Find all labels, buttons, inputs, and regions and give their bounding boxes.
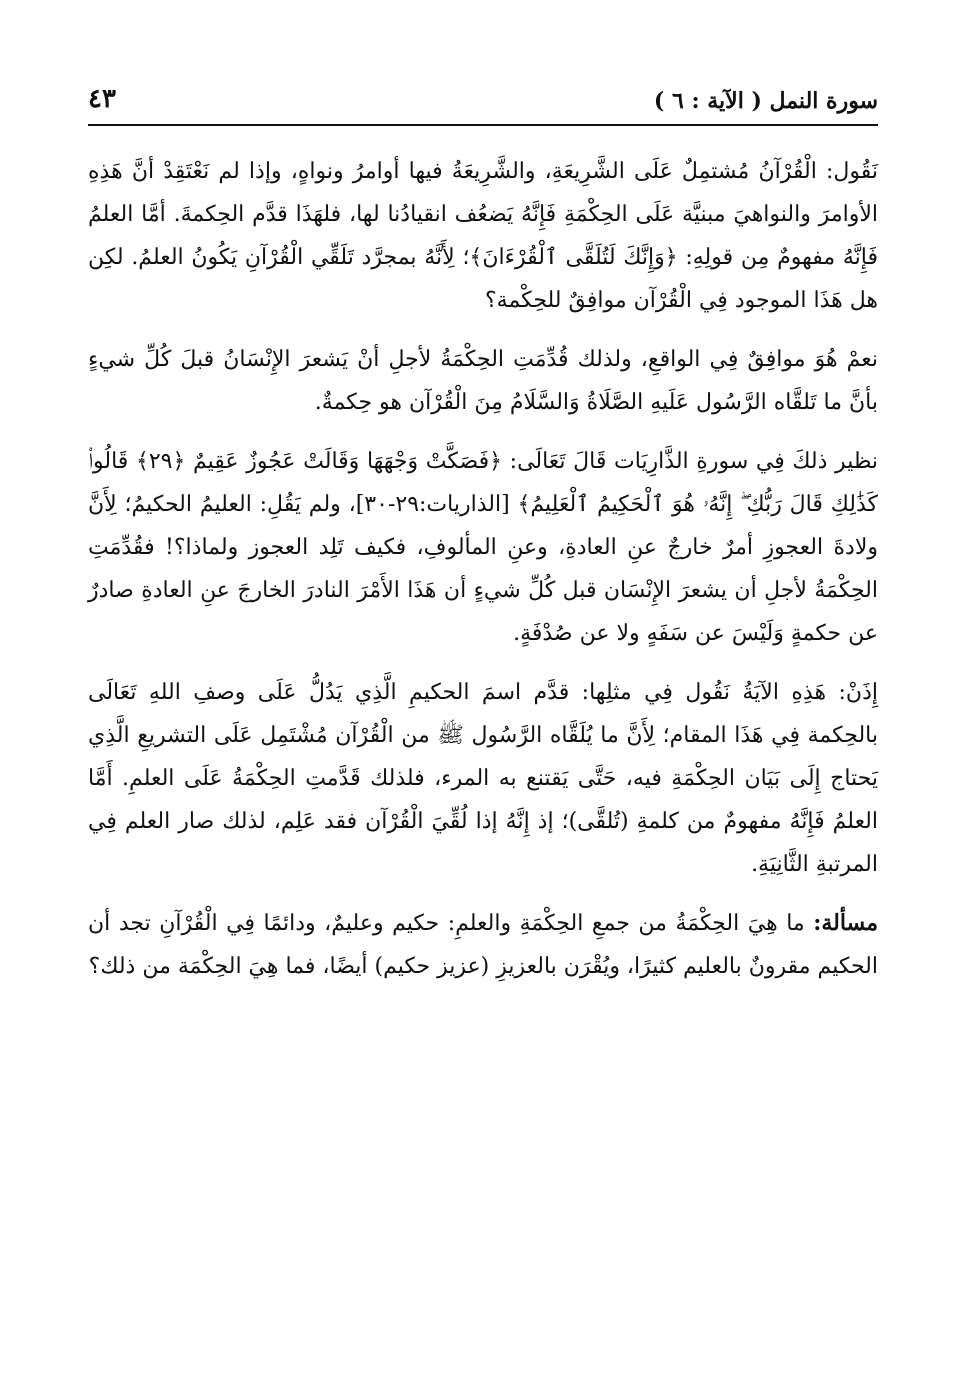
paragraph-4 xyxy=(88,671,878,886)
page-number: ٤٣ xyxy=(88,84,116,114)
paragraph-text: نَقُول: الْقُرْآنُ مُشتمِلٌ عَلَى الشَّرِيعَةِ، والشَّرِيعَةُ فيها أوامرُ ونواهٍ، وإذا لم نَعْتَقِدْ أنَّ هَذِهِ الأوامرَ والنواهيَ مبنيَّة عَلَى الحِكْمَةِ فَإِنَّهُ يَضعُف انقيادُنا لها، فلهَذَا قدَّم الحِكمةَ. أمَّا العلمُ فَإِنَّهُ مفهومٌ مِن قولِهِ: ﴿وَإِنَّكَ لَتُلَقَّى ٱلْقُرْءَانَ﴾؛ لِأَنَّهُ بمجرَّد تَلَقِّي الْقُرْآنِ يَكُونُ العلمُ. لكِن هل هَذَا الموجود فِي الْقُرْآن موافِقٌ للحِكْمة؟ xyxy=(88,159,878,313)
page-body xyxy=(88,150,878,1004)
paragraph-text: نظير ذلكَ فِي سورةِ الذَّارِيَات قَالَ تَعَالَى: ﴿فَصَكَّتْ وَجْهَهَا وَقَالَتْ عَجُوزٌ عَقِيمٌ ﴿٢٩﴾ قَالُوا۟ كَذَٰلِكِ قَالَ رَبُّكِ ۖ إِنَّهُۥ هُوَ ٱلْحَكِيمُ ٱلْعَلِيمُ﴾ [الذاريات:٢٩-٣٠]، ولم يَقُلِ: العليمُ الحكيمُ؛ لِأَنَّ ولادةَ العجوزِ أمرٌ خارجٌ عنِ العادةِ، وعنِ المألوفِ، فكيف تَلِد العجوز ولماذا؟! فقُدِّمَتِ الحِكْمَةُ لأجلِ أن يشعرَ الإِنْسَان قبل كُلِّ شيءٍ أن هَذَا الأَمْرَ النادرَ الخارجَ عنِ العادةِ صادرٌ عن حكمةٍ وَلَيْسَ عن سَفَهٍ ولا عن صُدْفَةٍ. xyxy=(88,449,878,646)
paragraph-5 xyxy=(88,902,878,988)
surah-title: سورة النمل ( الآية : ٦ ) xyxy=(653,88,878,114)
paragraph-text: إِذَنْ: هَذِهِ الآيَةُ نَقُول فِي مثلِها: قدَّم اسمَ الحكيمِ الَّذِي يَدُلُّ عَلَى وصفِ اللهِ تَعَالَى بالحِكمة فِي هَذَا المقام؛ لِأَنَّ ما يُلَقَّاه الرَّسُول ﷺ من الْقُرْآن مُشْتَمِل عَلَى التشريعِ الَّذِي يَحتاج إِلَى بَيَان الحِكْمَةِ فيه، حَتَّى يَقتنع به المرء، فلذلك قَدَّمتِ الحِكْمَةُ عَلَى العلمِ. أَمَّا العلمُ فَإِنَّهُ مفهومٌ من كلمةِ (تُلقَّى)؛ إذ إِنَّهُ إذا لُقِّيَ الْقُرْآن فقد عَلِم، لذلك صار العلم فِي المرتبةِ الثَّانِيَةِ. xyxy=(88,680,878,877)
paragraph-1 xyxy=(88,150,878,322)
paragraph-text: ما هِيَ الحِكْمَةُ من جمعِ الحِكْمَةِ والعلمِ: حكيم وعليمٌ، ودائمًا فِي الْقُرْآنِ تجد أن الحكيم مقرونٌ بالعليم كثيرًا، ويُقْرَن بالعزيزِ (عزيز حكيم) أيضًا، فما هِيَ الحِكْمَة من ذلك؟ xyxy=(88,911,878,979)
paragraph-text: نعمْ هُوَ موافِقٌ فِي الواقعِ، ولذلك قُدِّمَتِ الحِكْمَةُ لأجلِ أنْ يَشعرَ الإِنْسَانُ قبلَ كُلِّ شيءٍ بأنَّ ما تَلقَّاه الرَّسُول عَلَيهِ الصَّلَاةُ وَالسَّلَامُ مِنَ الْقُرْآن هو حِكمةٌ. xyxy=(88,347,878,415)
paragraph-2 xyxy=(88,338,878,424)
header-divider xyxy=(88,124,878,126)
paragraph-lead: مسألة: xyxy=(813,910,878,936)
page-header xyxy=(88,84,878,124)
paragraph-3 xyxy=(88,440,878,655)
